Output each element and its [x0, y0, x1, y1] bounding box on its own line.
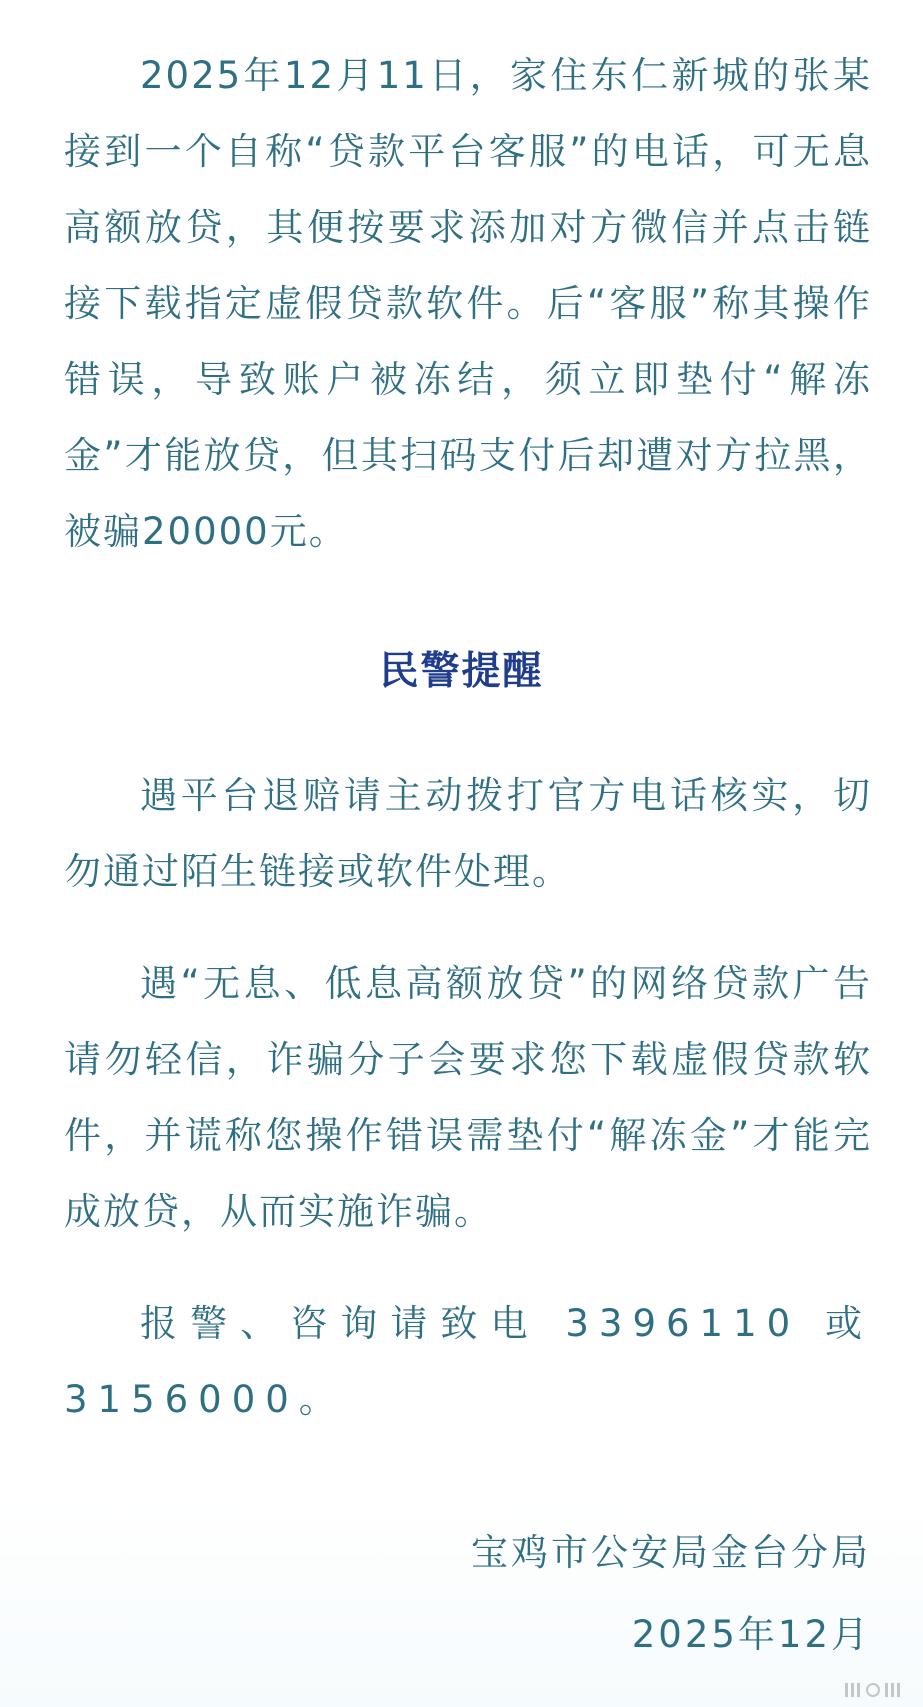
- reminder-tip-hotline: 报警、咨询请致电 3396110 或 3156000。: [64, 1302, 872, 1421]
- reminder-tip-loan-ads: 遇“无息、低息高额放贷”的网络贷款广告请勿轻信，诈骗分子会要求您下载虚假贷款软件，并谎称您操作错误需垫付“解冻金”才能完成放贷，从而实施诈骗。: [64, 962, 872, 1233]
- reminder-tip-refund: 遇平台退赔请主动拨打官方电话核实，切勿通过陌生链接或软件处理。: [64, 774, 872, 893]
- issuer-organization: 宝鸡市公安局金台分局: [471, 1531, 871, 1574]
- reminder-heading: 民警提醒: [379, 649, 544, 694]
- watermark-icon: [843, 1679, 907, 1701]
- case-description: 2025年12月11日，家住东仁新城的张某接到一个自称“贷款平台客服”的电话，可无息高额放贷，其便按要求添加对方微信并点击链接下载指定虚假贷款软件。后“客服”称其操作错误，导致账户被冻结，须立即垫付“解冻金”才能放贷，但其扫码支付后却遭对方拉黑，被骗20000元。: [64, 54, 872, 553]
- issue-date: 2025年12月: [631, 1613, 871, 1656]
